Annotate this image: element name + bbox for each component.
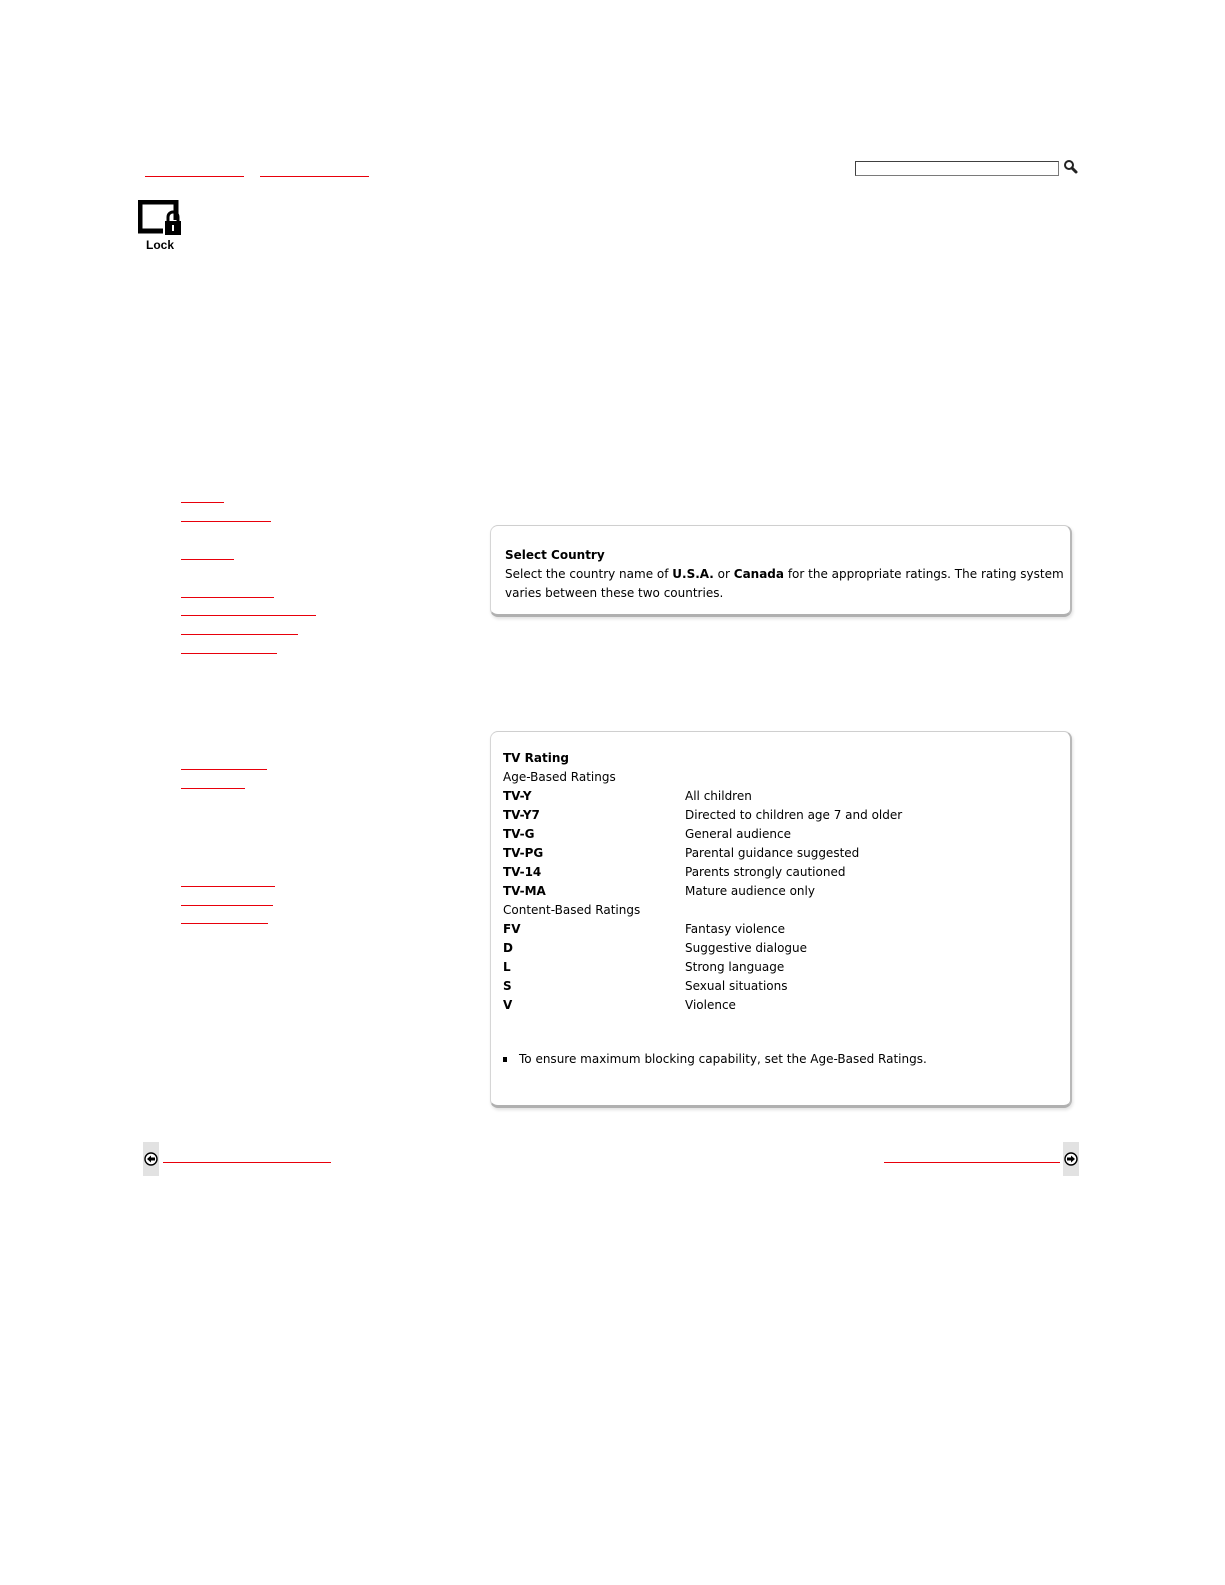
rating-desc: Suggestive dialogue (685, 941, 808, 955)
rating-desc: Mature audience only (685, 884, 815, 898)
side-link-11[interactable] (181, 905, 273, 906)
side-link-5[interactable] (181, 615, 316, 616)
previous-page-link[interactable] (163, 1162, 331, 1163)
rating-desc: Strong language (685, 960, 785, 974)
side-link-10[interactable] (181, 886, 275, 887)
age-based-heading: Age-Based Ratings (503, 770, 616, 784)
side-link-1[interactable] (181, 502, 224, 503)
side-link-8[interactable] (181, 769, 267, 770)
side-link-4[interactable] (181, 597, 274, 598)
breadcrumb-link-2[interactable] (260, 176, 369, 177)
bullet-icon (503, 1057, 507, 1062)
rating-desc: Parents strongly cautioned (685, 865, 846, 879)
note-text: To ensure maximum blocking capability, set the Age-Based Ratings. (519, 1052, 927, 1066)
side-link-12[interactable] (181, 923, 268, 924)
rating-row (503, 863, 1070, 882)
rating-desc: Fantasy violence (685, 922, 786, 936)
rating-code: TV-PG (503, 846, 544, 860)
rating-row (503, 920, 1070, 939)
rating-row (503, 787, 1070, 806)
select-country-title: Select Country (505, 548, 605, 562)
next-page-link[interactable] (884, 1162, 1060, 1163)
usa-label: U.S.A. (672, 567, 714, 581)
breadcrumb-link-1[interactable] (145, 176, 244, 177)
rating-row (503, 996, 1070, 1015)
rating-code: S (503, 979, 512, 993)
side-link-6[interactable] (181, 634, 298, 635)
side-link-7[interactable] (181, 653, 277, 654)
arrow-right-icon[interactable] (1063, 1142, 1079, 1176)
rating-code: D (503, 941, 513, 955)
rating-desc: Sexual situations (685, 979, 788, 993)
arrow-left-icon[interactable] (143, 1142, 159, 1176)
page-title: Lock (146, 238, 175, 252)
rating-code: V (503, 998, 513, 1012)
canada-label: Canada (733, 567, 784, 581)
rating-row (503, 825, 1070, 844)
tv-rating-panel (490, 731, 1072, 1108)
side-link-2[interactable] (181, 521, 271, 522)
rating-code: TV-Y7 (503, 808, 540, 822)
select-country-text: Select the country name of U.S.A. or Canada for the appropriate ratings. The rating system (505, 567, 1064, 581)
tv-rating-title: TV Rating (503, 751, 569, 765)
rating-row (503, 977, 1070, 996)
rating-code: TV-14 (503, 865, 542, 879)
rating-code: L (503, 960, 511, 974)
rating-code: TV-G (503, 827, 535, 841)
search-input[interactable] (855, 161, 1059, 176)
rating-code: TV-MA (503, 884, 546, 898)
rating-row (503, 958, 1070, 977)
rating-row (503, 806, 1070, 825)
rating-desc: Parental guidance suggested (685, 846, 860, 860)
select-country-text-2: varies between these two countries. (505, 586, 724, 600)
rating-code: TV-Y (503, 789, 532, 803)
rating-row (503, 939, 1070, 958)
rating-row (503, 882, 1070, 901)
side-link-3[interactable] (181, 559, 234, 560)
select-country-panel (490, 525, 1072, 617)
content-based-heading: Content-Based Ratings (503, 903, 641, 917)
rating-desc: All children (685, 789, 752, 803)
rating-row (503, 844, 1070, 863)
rating-desc: General audience (685, 827, 791, 841)
side-link-9[interactable] (181, 788, 245, 789)
rating-code: FV (503, 922, 521, 936)
rating-desc: Directed to children age 7 and older (685, 808, 903, 822)
lock-icon (138, 200, 186, 238)
magnifier-icon[interactable] (1063, 159, 1079, 175)
rating-desc: Violence (685, 998, 736, 1012)
